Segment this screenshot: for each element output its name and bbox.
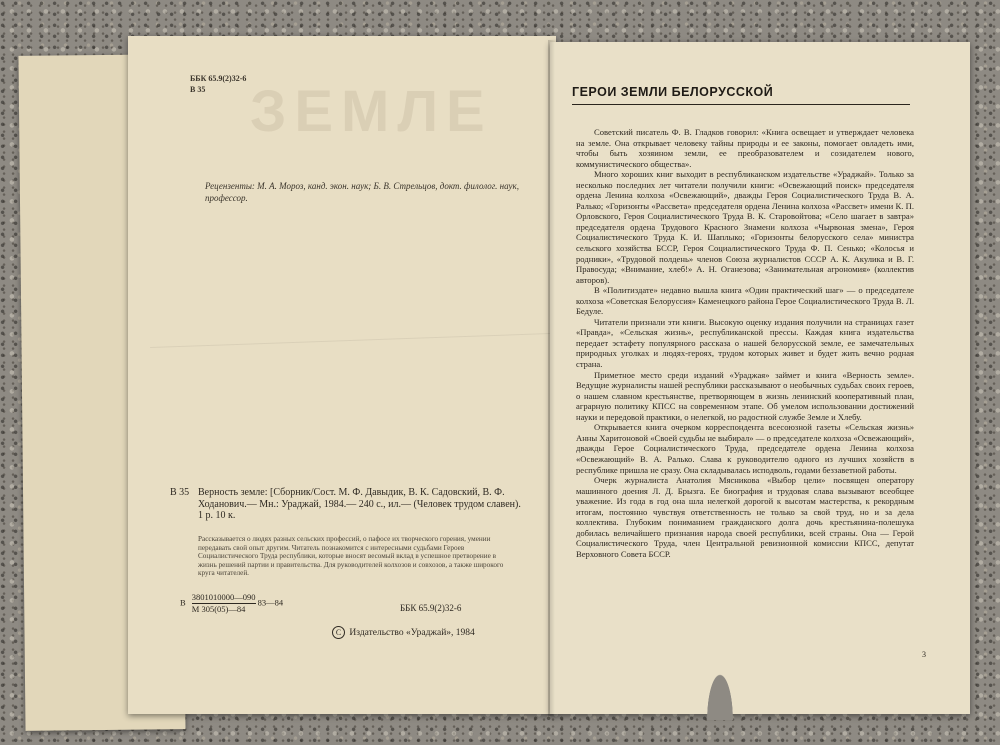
paragraph: Советский писатель Ф. В. Гладков говорил: «Книга освещает и утверждает человека на земле. Она открывает человеку тайны природы и ее законы, помогает овладеть ими, чтобы быть хозяином земли, ее преобразователем и созидателем нового, коммунистического общества». (576, 127, 914, 169)
book-spine-fold (548, 40, 558, 716)
article-body (576, 127, 914, 559)
bbk-top: ББК 65.9(2)32-6 (190, 74, 247, 83)
article-title: ГЕРОИ ЗЕМЛИ БЕЛОРУССКОЙ (572, 85, 774, 99)
paragraph: Открывается книга очерком корреспондента всесоюзной газеты «Сельская жизнь» Анны Харитоновой «Своей судьбы не выбирал» — о председателе колхоза «Освежающий», дважды Герое Социалистического Труда, председателе ордена Ленина колхоза «Освежающий» В. А. Ралько. Слава к руководителю одного из лучших хозяйств в республике пришла не сразу. Она складывалась исподволь, годами беззаветной работы. (576, 422, 914, 475)
catalog-code: В 35 (170, 487, 190, 498)
isbn-block (180, 592, 283, 615)
index-top: В 35 (190, 85, 206, 94)
paragraph: Много хороших книг выходит в республиканском издательстве «Ураджай». Только за несколько последних лет читатели получили книги: «Освежающий поиск» председателя ордена Ленина колхоза «Освежающий», дважды Героя Социалистического Труда В. А. Ралько; «Горизонты «Рассвета» председателя ордена Ленина колхоза «Рассвет» имени К. П. Орловского, Героя Социалистического Труда В. К. Старовойтова; «Село шагает в завтра» председателя ордена Трудового Красного Знамени колхоза «Чырвоная змена», Героя Социалистического Труда К. И. Шаплыко; «Горизонты белорусского села» министра сельского хозяйства БССР, Героя Социалистического Труда Ф. П. Сенько; «Колосья и родники», «Трудовой полдень» членов Союза журналистов СССР А. К. Акулика и В. Г. Правосуда; «Внимание, хлеб!» А. Н. Оганезова; «Занимательная агрономия» (коллектив авторов). (576, 169, 914, 285)
isbn-fraction (192, 592, 256, 615)
isbn-numerator: 3801010000—090 (191, 592, 256, 602)
paragraph: Очерк журналиста Анатолия Мясникова «Выбор цели» посвящен оператору машинного доения Л. Д. Брызга. Ее биография и трудовая слава вызывают всеобщее уважение. Из года в год она шла нелегкой дорогой к высотам мастерства, к рекордным итогам, постоянно чувствуя ответственность не только за свой труд, но и за дела коллектива. Глубоким пониманием гражданского долга дочь крестьянина-полешука добилась величайшего признания народа своей республики, всей страны. Она — Герой Социалистического Труда, член Центральной ревизионной комиссии КПСС, депутат Верховного Совета БССР. (576, 475, 914, 559)
page-tear (700, 650, 740, 720)
bbk-bottom: ББК 65.9(2)32-6 (400, 603, 462, 613)
isbn-denominator: М 305(05)—84 (191, 604, 246, 614)
reviewers: Рецензенты: М. А. Мороз, канд. экон. наук; Б. В. Стрельцов, докт. филолог. наук, профессор. (205, 181, 519, 203)
isbn-suffix: 83—84 (257, 597, 284, 608)
isbn-prefix: В (180, 597, 186, 608)
paragraph: Читатели признали эти книги. Высокую оценку издания получили на страницах газет «Правда», «Сельская жизнь», республиканской прессы. Каждая книга издательства передает эстафету популярного рассказа о нашей белорусской земле, ее замечательных природных уголках и людях-героях, трудом которых живет и будет жить вечно родная страна. (576, 316, 914, 370)
copyright-text: Издательство «Ураджай», 1984 (349, 628, 475, 638)
catalog-card (170, 487, 530, 522)
copyright-line (332, 626, 475, 639)
catalog-entry: Верность земле: [Сборник/Сост. М. Ф. Давыдик, В. К. Садовский, В. Ф. Ходанович.— Мн.: Ураджай, 1984.— 240 с., ил.— (Человек трудом славен). (198, 487, 521, 510)
bleed-through-print: ЗЕМЛЕ (250, 79, 493, 144)
paragraph: В «Политиздате» недавно вышла книга «Один практический шаг» — о председателе колхоза «Советская Белоруссия» Каменецкого района Герое Социалистического Труда В. Л. Бедуле. (576, 285, 914, 317)
page-number: 3 (922, 650, 926, 659)
title-rule (572, 104, 910, 105)
paragraph: Приметное место среди изданий «Ураджая» займет и книга «Верность земле». Ведущие журналисты нашей республики рассказывают о необычных судьбах своих героев, о нашем славном крестьянстве, претворяющем в жизнь ленинский кооперативный план, аграрную политику КПСС на современном этапе. Об умелом использовании достижений науки и передовой практики, о нелегкой, но радостной службе Земле и Хлебу. (576, 369, 914, 422)
price: 1 р. 10 к. (198, 510, 236, 521)
copyright-symbol: C (332, 626, 345, 639)
annotation: Рассказывается о людях разных сельских профессий, о пафосе их творческого горения, умении передавать свой опыт другим. Читатель познакомится с интересными судьбами Героев Социалистического Труда республики, которые вносят весомый вклад в успешное претворение в жизнь решений партии и правительства. Для руководителей колхозов и совхозов, а также широкого круга читателей. (198, 535, 504, 578)
